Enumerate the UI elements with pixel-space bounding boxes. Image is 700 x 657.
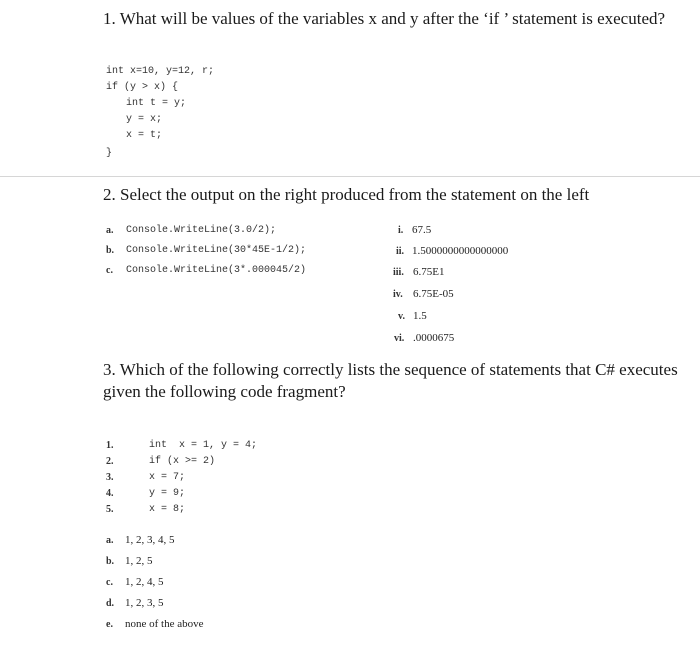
q3-option-text[interactable]: 1, 2, 3, 5 [125, 597, 164, 609]
q3-option-text[interactable]: 1, 2, 3, 4, 5 [125, 534, 175, 546]
q2-right-label: i. [398, 225, 404, 236]
q3-code-line: y = 9; [149, 488, 186, 499]
q1-code-line: if (y > x) { [106, 82, 179, 93]
q2-left-statement: Console.WriteLine(3.0/2); [126, 225, 277, 236]
q1-code-line: } [106, 148, 113, 159]
section-divider [0, 176, 700, 177]
q2-right-label: vi. [394, 333, 405, 344]
q3-option-label[interactable]: a. [106, 535, 114, 546]
q1-code-line: int t = y; [126, 98, 187, 109]
q2-left-label: a. [106, 225, 114, 236]
q3-line-number: 2. [106, 456, 114, 467]
q3-line-number: 5. [106, 504, 114, 515]
q2-left-statement: Console.WriteLine(3*.000045/2) [126, 265, 307, 276]
q2-right-value: 6.75E1 [413, 266, 445, 278]
q3-option-text[interactable]: none of the above [125, 618, 204, 630]
q2-right-value: 6.75E-05 [413, 288, 454, 300]
q3-code-line: if (x >= 2) [149, 456, 216, 467]
question-1-text: 1. What will be values of the variables x and y after the ‘if ’ statement is executed? [103, 9, 666, 28]
q3-line-number: 3. [106, 472, 114, 483]
q3-option-label[interactable]: c. [106, 577, 113, 588]
q3-code-line: int x = 1, y = 4; [149, 440, 258, 451]
q3-option-label[interactable]: e. [106, 619, 113, 630]
q2-right-label: v. [398, 311, 405, 322]
q2-right-label: iv. [393, 289, 403, 300]
q1-code-line: x = t; [126, 130, 163, 141]
q2-right-value: .0000675 [413, 332, 455, 344]
q2-right-label: ii. [396, 246, 405, 257]
q1-code-line: int x=10, y=12, r; [106, 66, 215, 77]
q2-left-label: c. [106, 265, 113, 276]
question-3-text: 3. Which of the following correctly lists the sequence of statements that C# executes given the following code fragment? [103, 360, 678, 401]
q2-right-label: iii. [393, 267, 404, 278]
q2-left-statement: Console.WriteLine(30*45E-1/2); [126, 245, 307, 256]
q3-line-number: 4. [106, 488, 114, 499]
q3-option-text[interactable]: 1, 2, 4, 5 [125, 576, 164, 588]
q1-code-line: y = x; [126, 114, 163, 125]
q2-right-value: 1.5000000000000000 [412, 245, 509, 257]
q3-option-label[interactable]: d. [106, 598, 115, 609]
q2-right-value: 1.5 [413, 310, 427, 322]
q2-left-label: b. [106, 245, 115, 256]
q3-option-label[interactable]: b. [106, 556, 115, 567]
q3-option-text[interactable]: 1, 2, 5 [125, 555, 153, 567]
q3-line-number: 1. [106, 440, 114, 451]
q3-code-line: x = 7; [149, 472, 186, 483]
question-2-text: 2. Select the output on the right produced from the statement on the left [103, 185, 590, 204]
q3-code-line: x = 8; [149, 504, 186, 515]
q2-right-value: 67.5 [412, 224, 432, 236]
